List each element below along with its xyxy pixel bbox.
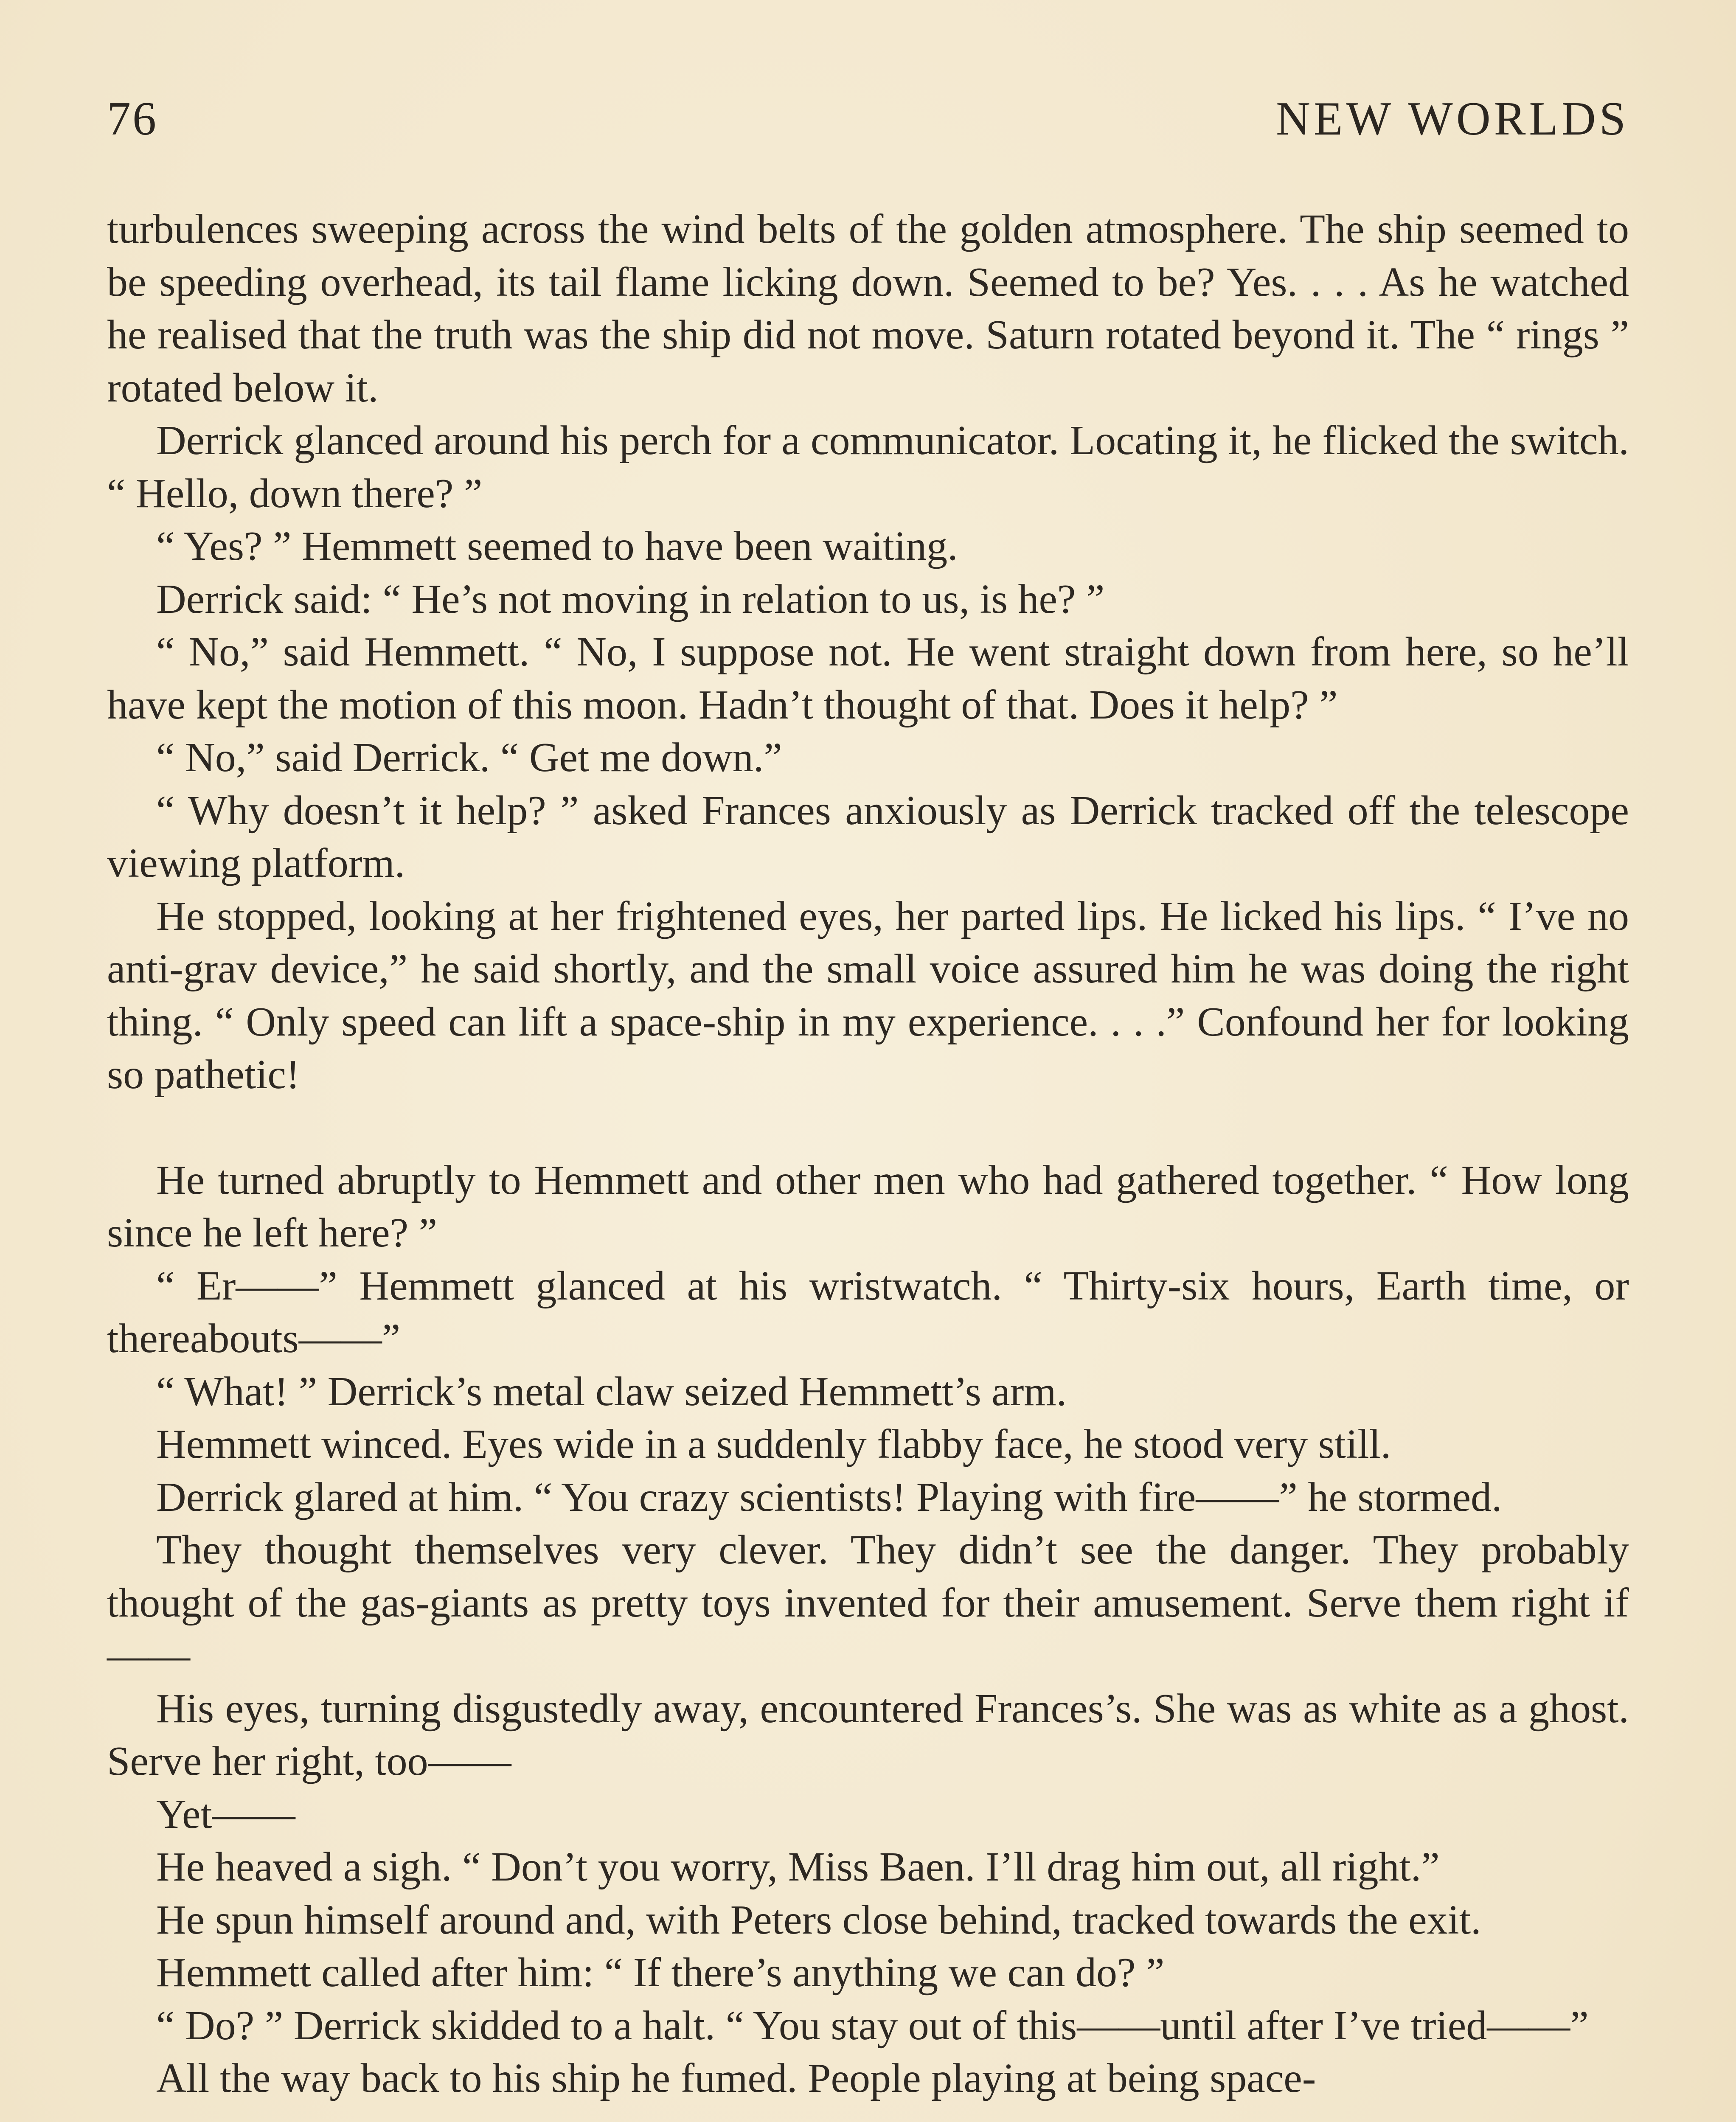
page-header — [107, 92, 1629, 151]
paragraph: Derrick glared at him. “ You crazy scientists! Playing with fire——” he stormed. — [156, 1474, 1502, 1520]
paragraph: All the way back to his ship he fumed. People playing at being space- — [156, 2055, 1316, 2101]
paragraph: “ What! ” Derrick’s metal claw seized Hemmett’s arm. — [156, 1368, 1067, 1415]
paragraph: Derrick glanced around his perch for a communicator. Locating it, he flicked the switch. “ Hello, down there? ” — [107, 418, 1629, 516]
paragraph: Derrick said: “ He’s not moving in relation to us, is he? ” — [156, 576, 1105, 622]
section-break — [107, 1101, 1629, 1154]
paragraph: “ Er——” Hemmett glanced at his wristwatch. “ Thirty-six hours, Earth time, or thereabouts——” — [107, 1263, 1629, 1361]
paragraph: He stopped, looking at her frightened eyes, her parted lips. He licked his lips. “ I’ve no anti-grav device,” he said shortly, and the small voice assured him he was doing the right thing. “ Only speed can lift a space-ship in my experience. . . .” Confound her for looking so pathetic! — [107, 893, 1629, 1097]
paragraph: He heaved a sigh. “ Don’t you worry, Miss Baen. I’ll drag him out, all right.” — [156, 1844, 1440, 1890]
paragraph: “ Do? ” Derrick skidded to a halt. “ You stay out of this——until after I’ve tried——” — [156, 2002, 1589, 2049]
page-number: 76 — [107, 93, 158, 145]
paragraph: “ Yes? ” Hemmett seemed to have been waiting. — [156, 523, 958, 569]
paragraph: He spun himself around and, with Peters close behind, tracked towards the exit. — [156, 1897, 1481, 1943]
paragraph: “ No,” said Hemmett. “ No, I suppose not. He went straight down from here, so he’ll have kept the motion of this moon. Hadn’t thought of that. Does it help? ” — [107, 629, 1629, 728]
paragraph: He turned abruptly to Hemmett and other men who had gathered together. “ How long since he left here? ” — [107, 1157, 1629, 1256]
story-text — [107, 203, 1629, 2105]
paragraph: Hemmett winced. Eyes wide in a suddenly flabby face, he stood very still. — [156, 1421, 1391, 1467]
paragraph: “ Why doesn’t it help? ” asked Frances anxiously as Derrick tracked off the telescope viewing platform. — [107, 787, 1629, 886]
paragraph: They thought themselves very clever. They didn’t see the danger. They probably thought of the gas-giants as pretty toys invented for their amusement. Serve them right if—— — [107, 1527, 1629, 1679]
paragraph: Yet—— — [156, 1791, 295, 1837]
paragraph: His eyes, turning disgustedly away, encountered Frances’s. She was as white as a ghost. Serve her right, too—— — [107, 1685, 1629, 1784]
running-head: NEW WORLDS — [1276, 93, 1629, 145]
paragraph: Hemmett called after him: “ If there’s anything we can do? ” — [156, 1950, 1165, 1996]
paragraph: “ No,” said Derrick. “ Get me down.” — [156, 735, 782, 780]
paragraph: turbulences sweeping across the wind belts of the golden atmosphere. The ship seemed to be speeding overhead, its tail flame licking down. Seemed to be? Yes. . . . As he watched he realised that the truth was the ship did not move. Saturn rotated beyond it. The “ rings ” rotated below it. — [107, 206, 1629, 411]
